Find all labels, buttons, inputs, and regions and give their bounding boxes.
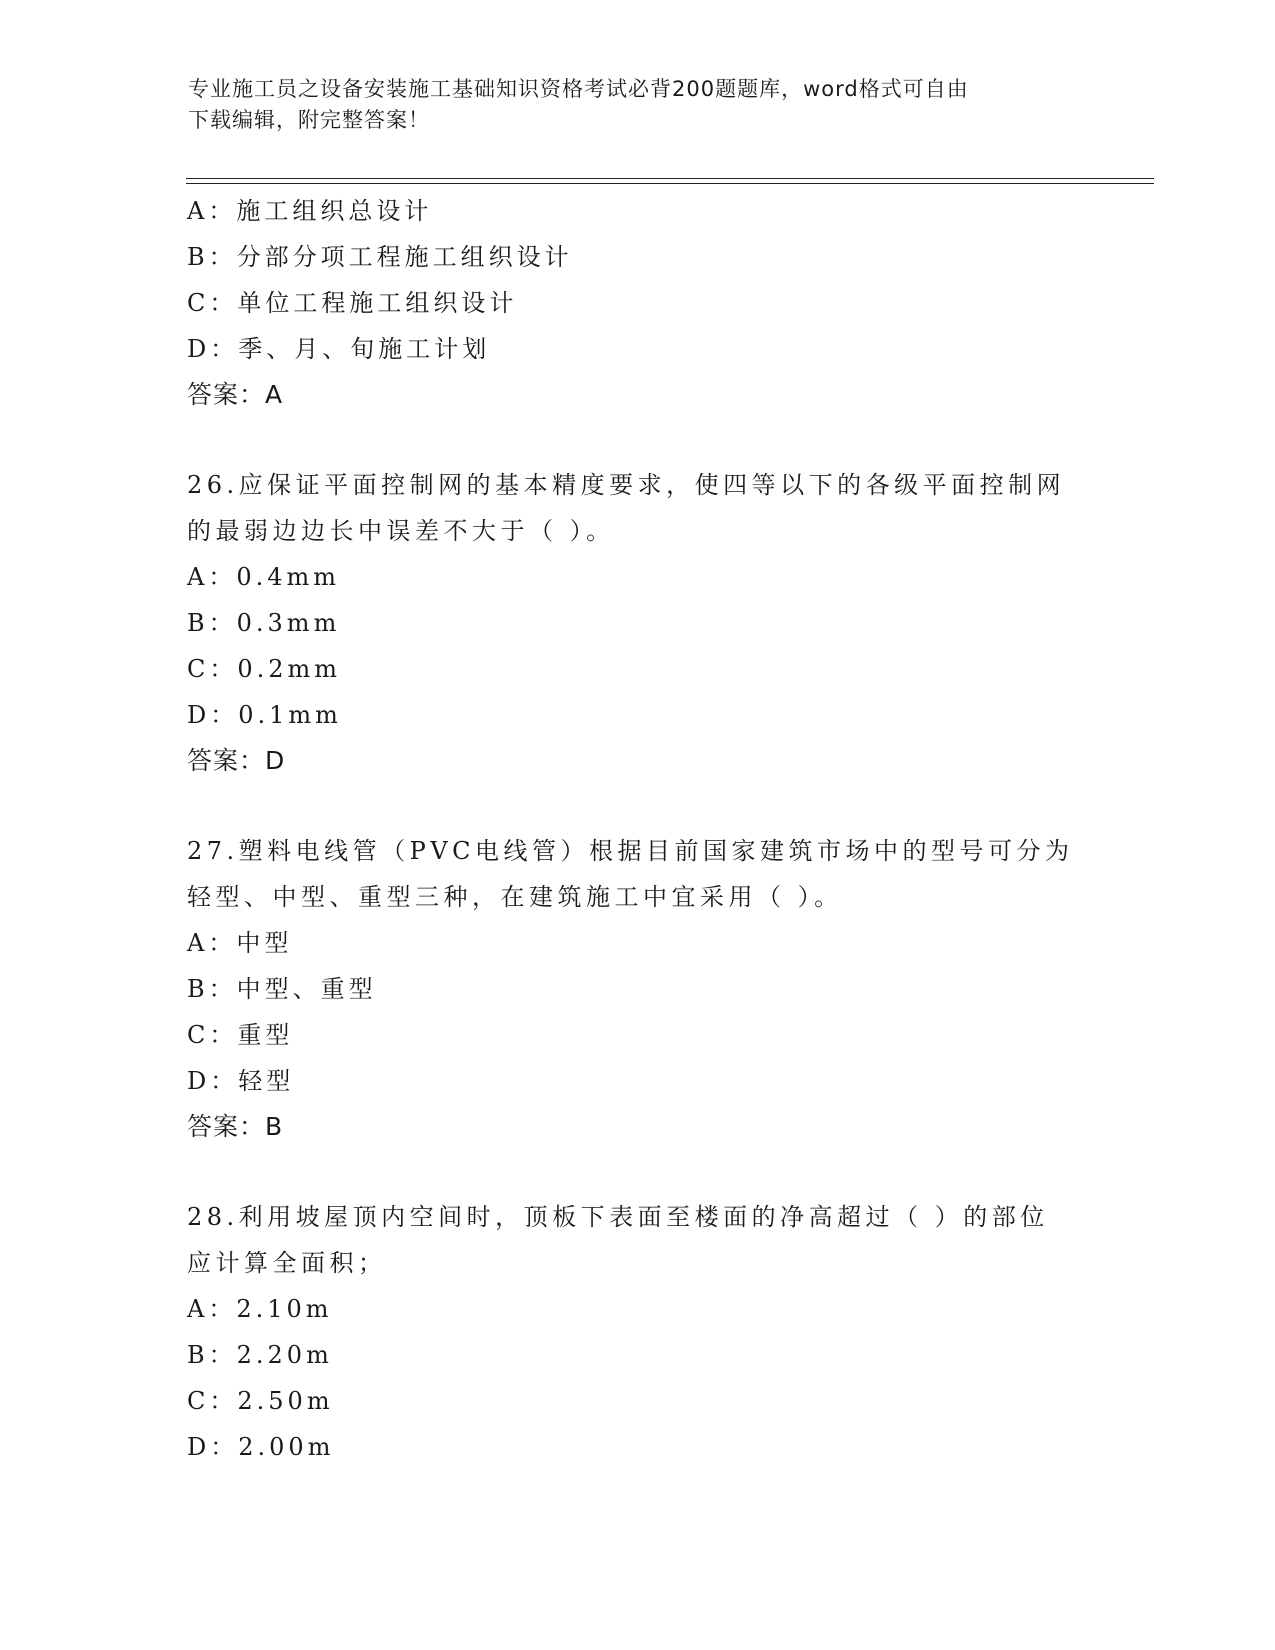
question-spacer [187,1150,1087,1194]
option-b: B：0.3mm [187,609,341,637]
question-spacer [187,418,1087,462]
option-d: D：季、月、旬施工计划 [187,335,491,363]
option-d: D：0.1mm [187,701,342,729]
question-27 [187,828,1087,1150]
option-b: B：分部分项工程施工组织设计 [187,243,573,271]
option-d: D：2.00m [187,1433,335,1461]
question-spacer [187,784,1087,828]
question-stem-line-2: 应计算全面积； [187,1249,387,1277]
question-stem-line-2: 的最弱边边长中误差不大于（ ）。 [187,517,615,545]
question-28 [187,1194,1087,1470]
option-c: C：0.2mm [187,655,342,683]
option-a: A：中型 [187,929,293,957]
option-a: A：2.10m [187,1295,333,1323]
document-header [188,74,1068,136]
option-a: A：0.4mm [187,563,341,591]
question-stem-line-1: 26.应保证平面控制网的基本精度要求，使四等以下的各级平面控制网 [187,471,1066,499]
option-b: B：2.20m [187,1341,333,1369]
answer-line: 答案：D [187,746,286,775]
option-b: B：中型、重型 [187,975,377,1003]
header-divider-top [186,178,1154,179]
question-stem-line-1: 28.利用坡屋顶内空间时，顶板下表面至楼面的净高超过（ ）的部位 [187,1203,1049,1231]
answer-line: 答案：A [187,380,284,409]
header-divider-bottom [186,183,1154,184]
option-a: A：施工组织总设计 [187,197,433,225]
header-line-1: 专业施工员之设备安装施工基础知识资格考试必背200题题库，word格式可自由 [188,77,969,101]
answer-line: 答案：B [187,1112,284,1141]
option-c: C：重型 [187,1021,294,1049]
header-line-2: 下载编辑，附完整答案！ [188,108,430,132]
option-d: D：轻型 [187,1067,295,1095]
question-25-tail [187,188,1087,418]
question-stem-line-1: 27.塑料电线管（PVC电线管）根据目前国家建筑市场中的型号可分为 [187,837,1074,865]
question-list [187,188,1087,1470]
option-c: C：单位工程施工组织设计 [187,289,518,317]
question-26 [187,462,1087,784]
question-stem-line-2: 轻型、中型、重型三种，在建筑施工中宜采用（ ）。 [187,883,843,911]
option-c: C：2.50m [187,1387,334,1415]
